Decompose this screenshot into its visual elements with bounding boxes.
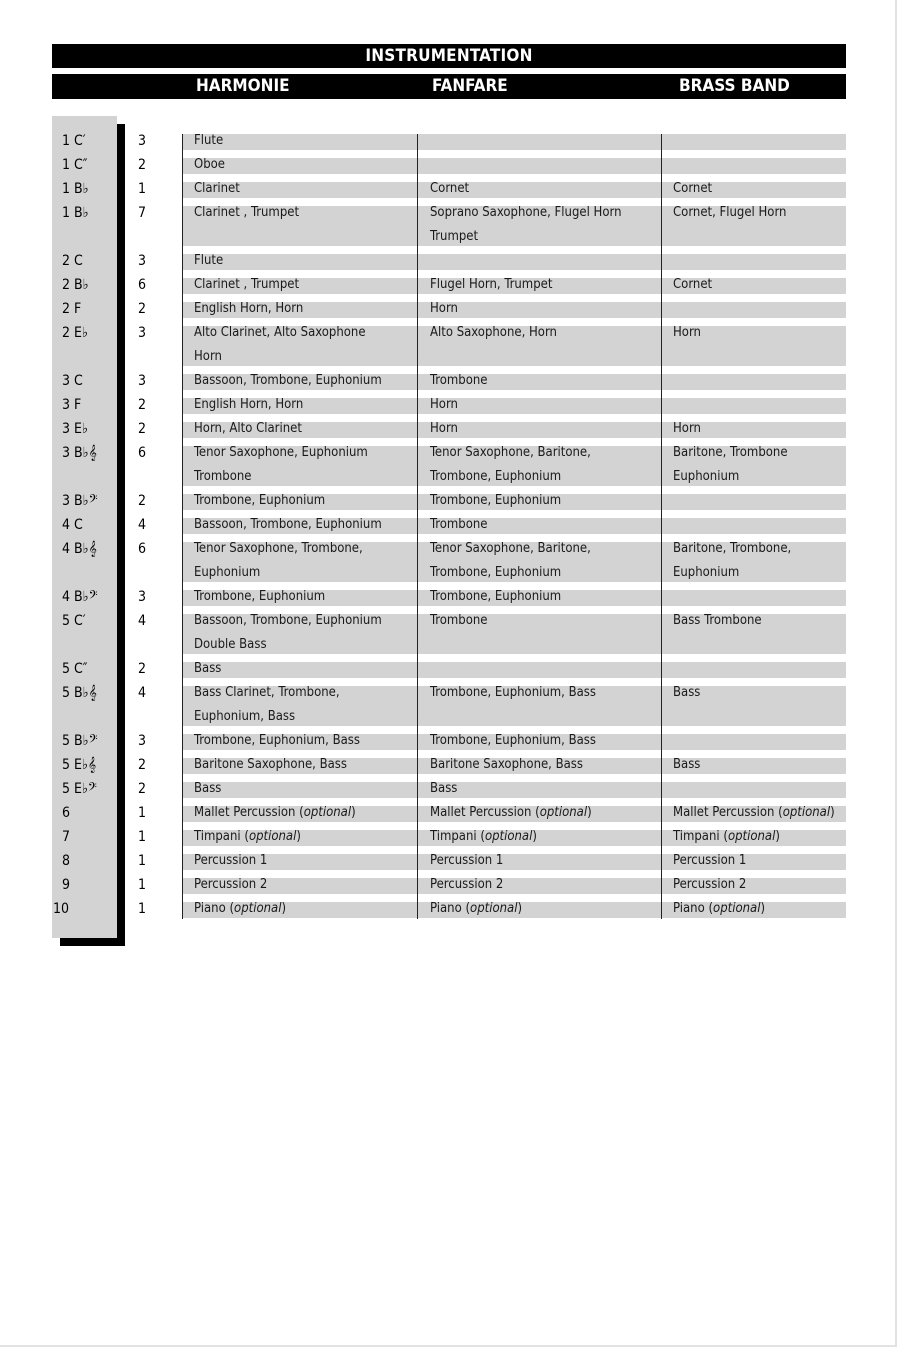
- fanfare-instruments: Alto Saxophone, Horn: [430, 325, 557, 340]
- brass-band-instruments: Mallet Percussion (optional): [673, 805, 835, 820]
- fanfare-instruments: Timpani (optional): [430, 829, 537, 844]
- table-row: [0, 273, 900, 297]
- player-count: 1: [138, 181, 147, 197]
- harmonie-instruments: Clarinet , Trumpet: [194, 277, 300, 292]
- fanfare-instruments: Trombone: [430, 613, 488, 628]
- brass-band-instruments: Horn: [673, 421, 701, 436]
- brass-band-instruments: Baritone, Trombone Euphonium: [673, 445, 788, 484]
- optional-label: optional: [539, 805, 588, 820]
- harmonie-instruments: Trombone, Euphonium, Bass: [194, 733, 360, 748]
- part-label: 6: [62, 805, 71, 821]
- table-row: [0, 801, 900, 825]
- table-row: [0, 729, 900, 753]
- table-row: [0, 777, 900, 801]
- player-count: 2: [138, 781, 147, 797]
- brass-band-instruments: Bass: [673, 757, 701, 772]
- table-row: [0, 129, 900, 153]
- brass-band-instruments: Piano (optional): [673, 901, 766, 916]
- fanfare-instruments: Baritone Saxophone, Bass: [430, 757, 583, 772]
- part-label: 7: [62, 829, 71, 845]
- part-label: 4 C: [62, 517, 83, 533]
- table-row: [0, 441, 900, 489]
- harmonie-instruments: Bassoon, Trombone, Euphonium: [194, 517, 382, 532]
- table-row: [0, 393, 900, 417]
- player-count: 2: [138, 397, 147, 413]
- fanfare-instruments: Trombone: [430, 517, 488, 532]
- harmonie-instruments: English Horn, Horn: [194, 301, 304, 316]
- fanfare-instruments: Trombone, Euphonium, Bass: [430, 733, 596, 748]
- harmonie-instruments: Tenor Saxophone, Trombone, Euphonium: [194, 541, 363, 580]
- player-count: 3: [138, 253, 147, 269]
- harmonie-instruments: Bass: [194, 781, 222, 796]
- harmonie-instruments: Baritone Saxophone, Bass: [194, 757, 347, 772]
- part-label: 2 B♭: [62, 277, 89, 293]
- part-label: 4 B♭𝄞: [62, 541, 97, 557]
- optional-label: optional: [248, 829, 297, 844]
- part-label: 3 B♭𝄢: [62, 493, 98, 509]
- player-count: 1: [138, 805, 147, 821]
- table-row: [0, 513, 900, 537]
- fanfare-instruments: Trombone: [430, 373, 488, 388]
- player-count: 1: [138, 901, 147, 917]
- part-label: 5 B♭𝄞: [62, 685, 97, 701]
- optional-label: optional: [234, 901, 282, 916]
- part-label: 2 E♭: [62, 325, 88, 341]
- brass-band-instruments: Timpani (optional): [673, 829, 780, 844]
- optional-label: optional: [470, 901, 518, 916]
- header-fanfare: FANFARE: [432, 76, 508, 96]
- table-row: [0, 369, 900, 393]
- optional-label: optional: [713, 901, 761, 916]
- brass-band-instruments: Horn: [673, 325, 701, 340]
- harmonie-instruments: Bass Clarinet, Trombone, Euphonium, Bass: [194, 685, 340, 724]
- player-count: 2: [138, 421, 147, 437]
- player-count: 6: [138, 277, 147, 293]
- table-row: [0, 249, 900, 273]
- part-label: 3 C: [62, 373, 83, 389]
- brass-band-instruments: Bass Trombone: [673, 613, 762, 628]
- part-label: 3 B♭𝄞: [62, 445, 97, 461]
- table-row: [0, 585, 900, 609]
- harmonie-instruments: Timpani (optional): [194, 829, 301, 844]
- player-count: 2: [138, 157, 147, 173]
- fanfare-instruments: Percussion 2: [430, 877, 504, 892]
- table-row: [0, 753, 900, 777]
- player-count: 1: [138, 877, 147, 893]
- brass-band-instruments: Percussion 1: [673, 853, 747, 868]
- part-label: 5 E♭𝄞: [62, 757, 97, 773]
- part-label: 1 C″: [62, 157, 88, 173]
- player-count: 1: [138, 853, 147, 869]
- player-count: 3: [138, 133, 147, 149]
- part-label: 3 E♭: [62, 421, 88, 437]
- fanfare-instruments: Flugel Horn, Trumpet: [430, 277, 553, 292]
- fanfare-instruments: Horn: [430, 301, 458, 316]
- player-count: 6: [138, 445, 147, 461]
- part-label: 5 C″: [62, 661, 88, 677]
- player-count: 6: [138, 541, 147, 557]
- table-row: [0, 153, 900, 177]
- page-title: INSTRUMENTATION: [52, 44, 846, 68]
- harmonie-instruments: Oboe: [194, 157, 225, 172]
- table-row: [0, 297, 900, 321]
- fanfare-instruments: Tenor Saxophone, Baritone, Trombone, Euphonium: [430, 541, 591, 580]
- table-row: [0, 489, 900, 513]
- fanfare-instruments: Cornet: [430, 181, 470, 196]
- harmonie-instruments: Piano (optional): [194, 901, 287, 916]
- optional-label: optional: [303, 805, 352, 820]
- player-count: 2: [138, 661, 147, 677]
- fanfare-instruments: Trombone, Euphonium: [430, 493, 562, 508]
- player-count: 1: [138, 829, 147, 845]
- table-row: [0, 417, 900, 441]
- part-label: 10: [53, 901, 70, 917]
- player-count: 2: [138, 493, 147, 509]
- harmonie-instruments: Flute: [194, 253, 224, 268]
- part-label: 1 B♭: [62, 181, 89, 197]
- table-row: [0, 321, 900, 369]
- part-label: 4 B♭𝄢: [62, 589, 98, 605]
- player-count: 3: [138, 733, 147, 749]
- brass-band-instruments: Baritone, Trombone, Euphonium: [673, 541, 792, 580]
- harmonie-instruments: Horn, Alto Clarinet: [194, 421, 302, 436]
- harmonie-instruments: Trombone, Euphonium: [194, 493, 326, 508]
- table-row: [0, 657, 900, 681]
- fanfare-instruments: Tenor Saxophone, Baritone, Trombone, Euphonium: [430, 445, 591, 484]
- harmonie-instruments: Tenor Saxophone, Euphonium Trombone: [194, 445, 368, 484]
- table-row: [0, 825, 900, 849]
- column-divider: [417, 134, 418, 919]
- harmonie-instruments: Bass: [194, 661, 222, 676]
- player-count: 4: [138, 685, 147, 701]
- player-count: 3: [138, 325, 147, 341]
- table-row: [0, 873, 900, 897]
- header-harmonie: HARMONIE: [196, 76, 290, 96]
- harmonie-instruments: Bassoon, Trombone, Euphonium Double Bass: [194, 613, 382, 652]
- fanfare-instruments: Percussion 1: [430, 853, 504, 868]
- brass-band-instruments: Percussion 2: [673, 877, 747, 892]
- player-count: 7: [138, 205, 147, 221]
- column-divider: [182, 134, 183, 919]
- table-row: [0, 609, 900, 657]
- table-row: [0, 537, 900, 585]
- player-count: 4: [138, 517, 147, 533]
- table-row: [0, 849, 900, 873]
- player-count: 3: [138, 373, 147, 389]
- fanfare-instruments: Bass: [430, 781, 458, 796]
- player-count: 4: [138, 613, 147, 629]
- fanfare-instruments: Trombone, Euphonium: [430, 589, 562, 604]
- harmonie-instruments: Flute: [194, 133, 224, 148]
- table-row: [0, 177, 900, 201]
- player-count: 2: [138, 757, 147, 773]
- brass-band-instruments: Bass: [673, 685, 701, 700]
- table-row: [0, 201, 900, 249]
- brass-band-instruments: Cornet: [673, 181, 713, 196]
- harmonie-instruments: Clarinet , Trumpet: [194, 205, 300, 220]
- fanfare-instruments: Piano (optional): [430, 901, 523, 916]
- header-brass-band: BRASS BAND: [679, 76, 790, 96]
- harmonie-instruments: Percussion 2: [194, 877, 268, 892]
- fanfare-instruments: Mallet Percussion (optional): [430, 805, 592, 820]
- fanfare-instruments: Horn: [430, 421, 458, 436]
- table-row: [0, 897, 900, 921]
- harmonie-instruments: English Horn, Horn: [194, 397, 304, 412]
- harmonie-instruments: Percussion 1: [194, 853, 268, 868]
- fanfare-instruments: Trombone, Euphonium, Bass: [430, 685, 596, 700]
- harmonie-instruments: Clarinet: [194, 181, 240, 196]
- part-label: 5 E♭𝄢: [62, 781, 97, 797]
- part-label: 1 C′: [62, 133, 86, 149]
- harmonie-instruments: Alto Clarinet, Alto Saxophone Horn: [194, 325, 366, 364]
- part-label: 3 F: [62, 397, 82, 413]
- optional-label: optional: [484, 829, 533, 844]
- fanfare-instruments: Horn: [430, 397, 458, 412]
- part-label: 1 B♭: [62, 205, 89, 221]
- part-label: 2 F: [62, 301, 82, 317]
- brass-band-instruments: Cornet: [673, 277, 713, 292]
- optional-label: optional: [782, 805, 831, 820]
- harmonie-instruments: Mallet Percussion (optional): [194, 805, 356, 820]
- table-row: [0, 681, 900, 729]
- harmonie-instruments: Bassoon, Trombone, Euphonium: [194, 373, 382, 388]
- part-label: 8: [62, 853, 71, 869]
- column-divider: [661, 134, 662, 919]
- brass-band-instruments: Cornet, Flugel Horn: [673, 205, 787, 220]
- harmonie-instruments: Trombone, Euphonium: [194, 589, 326, 604]
- part-label: 5 C′: [62, 613, 86, 629]
- part-label: 9: [62, 877, 71, 893]
- part-label: 2 C: [62, 253, 83, 269]
- player-count: 3: [138, 589, 147, 605]
- optional-label: optional: [727, 829, 776, 844]
- fanfare-instruments: Soprano Saxophone, Flugel Horn Trumpet: [430, 205, 622, 244]
- player-count: 2: [138, 301, 147, 317]
- part-label: 5 B♭𝄢: [62, 733, 98, 749]
